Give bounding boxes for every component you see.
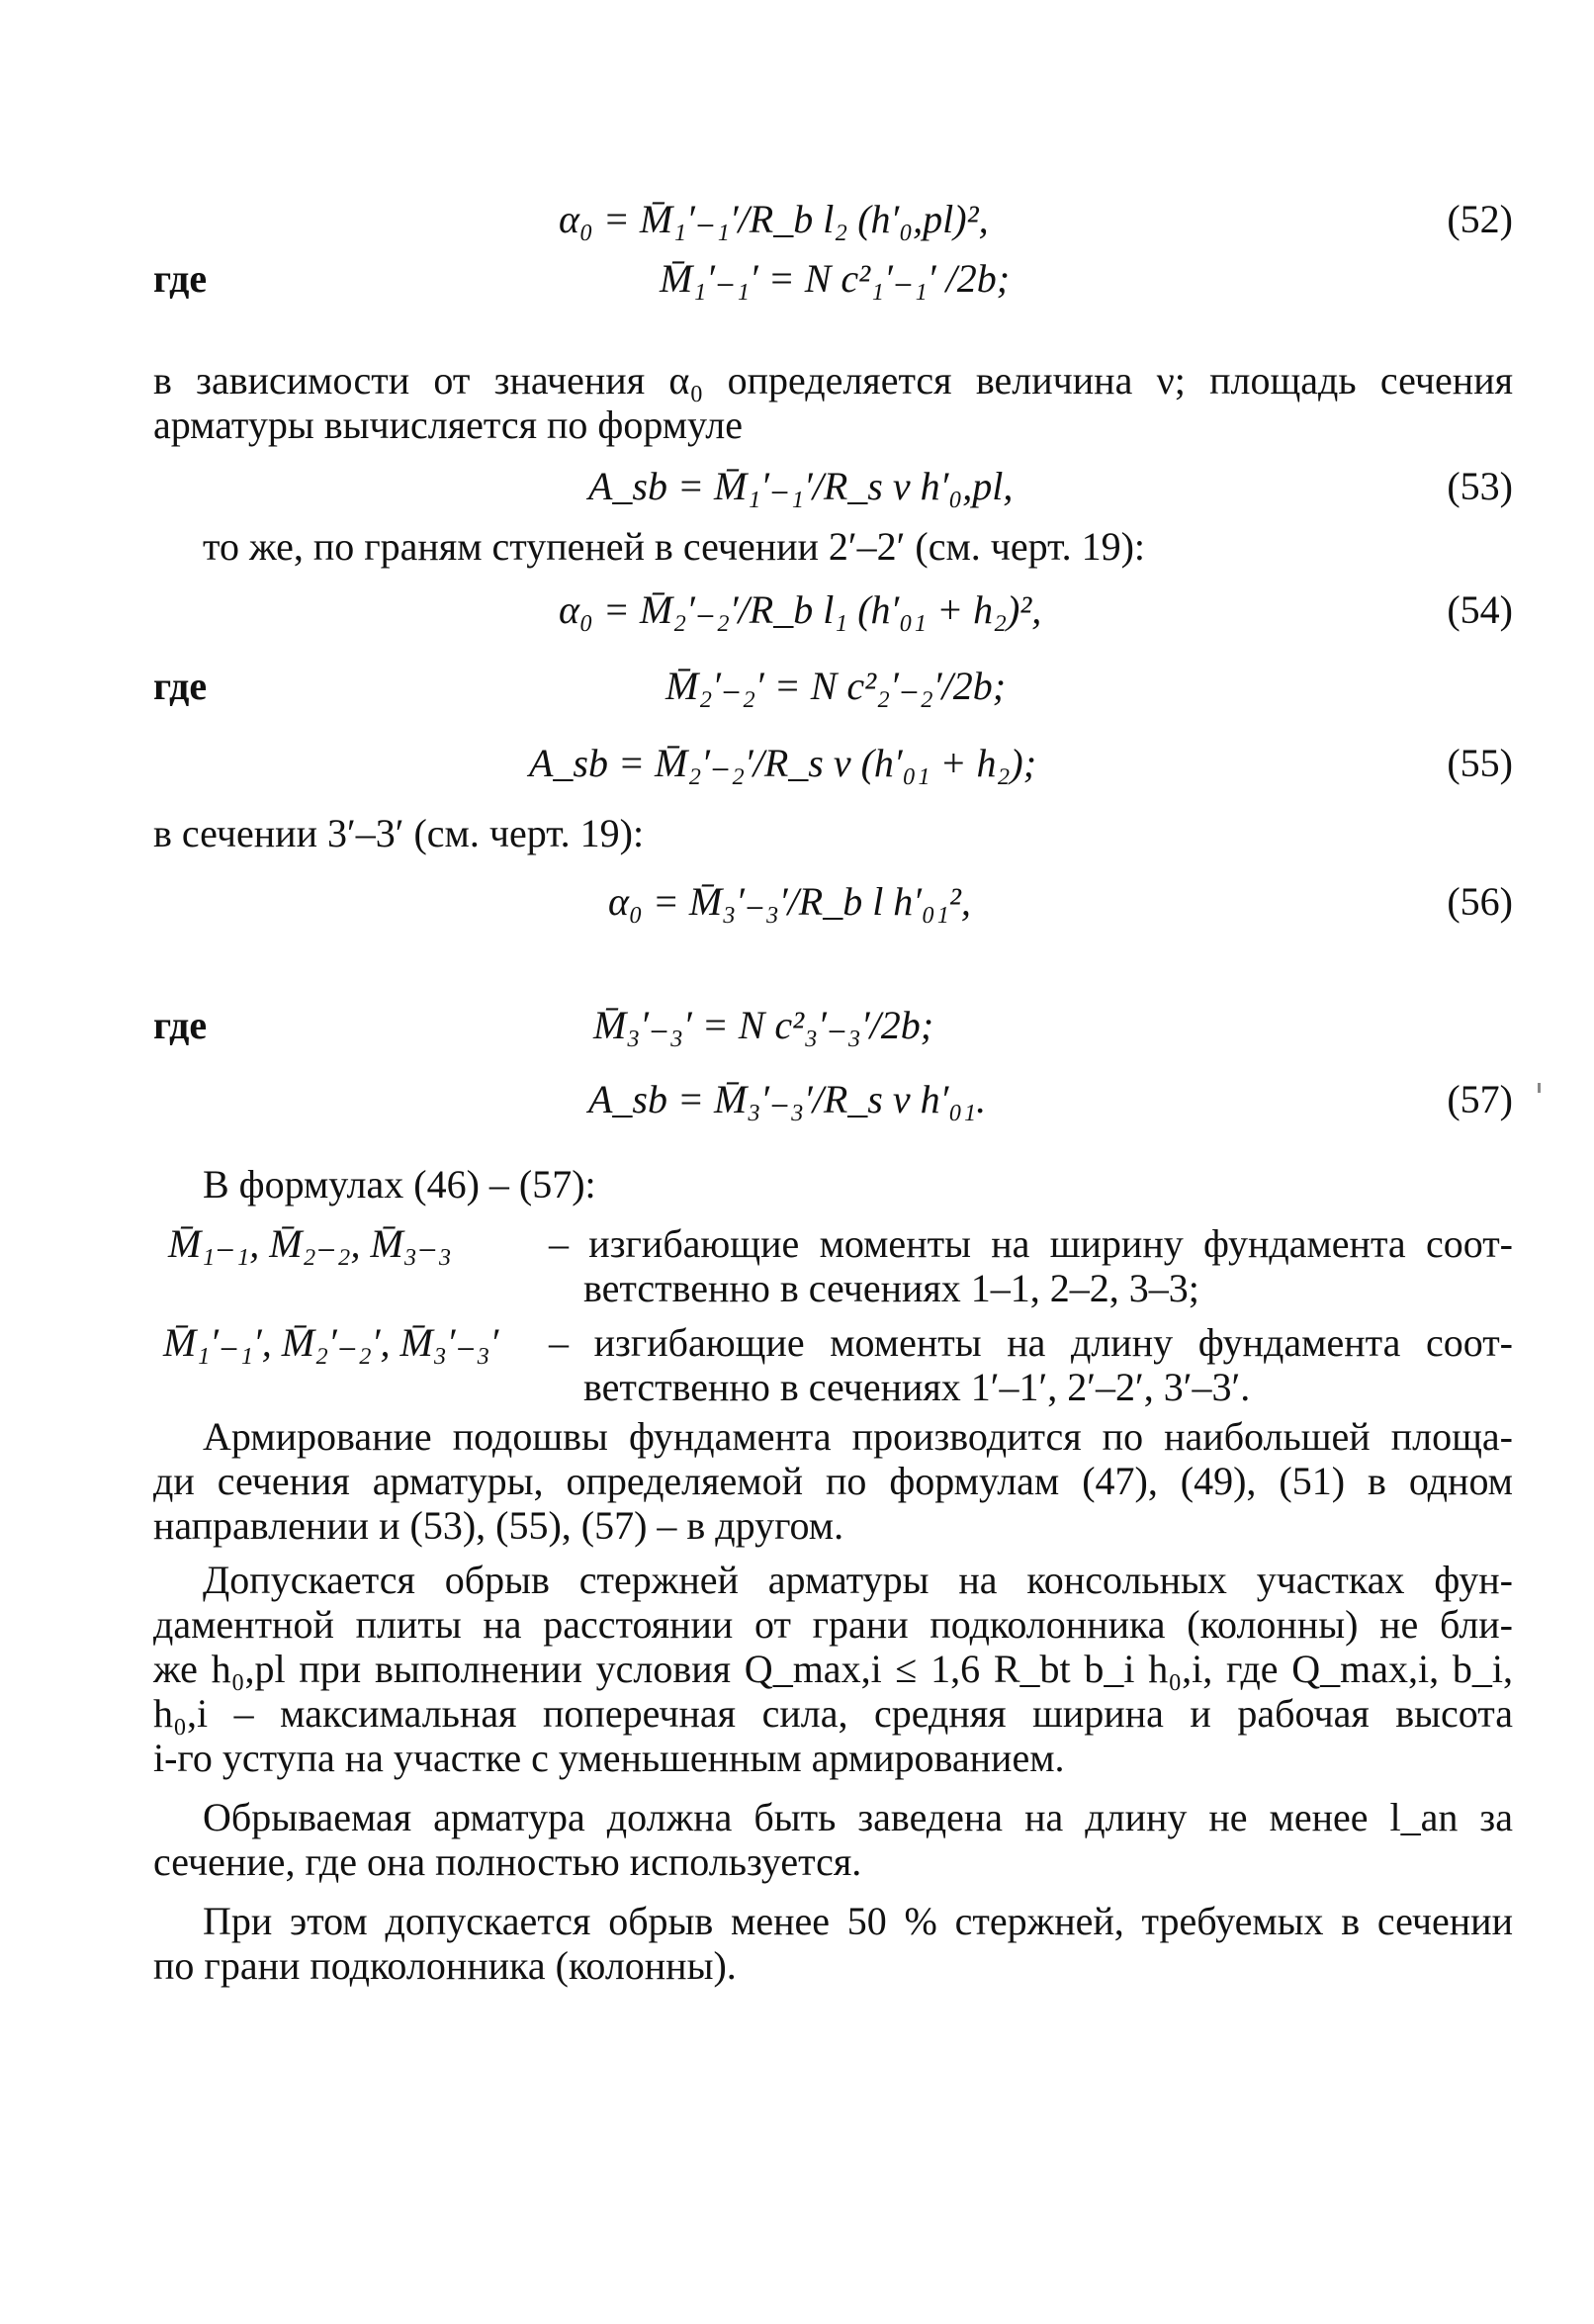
paragraph-5-line-2: ди сечения арматуры, определяемой по формулам (47), (49), (51) в одном [153, 1459, 1513, 1503]
paragraph-8-line-2: по грани подколонника (колонны). [153, 1943, 737, 1988]
definition-2-symbols: M̄₁′₋₁′, M̄₂′₋₂′, M̄₃′₋₃′ [163, 1320, 499, 1365]
where-label: где [153, 256, 208, 301]
paragraph-6-line-1: Допускается обрыв стержней арматуры на консольных участках фун- [203, 1558, 1513, 1602]
equation-55 [153, 737, 1513, 790]
margin-mark [1538, 1083, 1541, 1093]
paragraph-7-line-1: Обрываемая арматура должна быть заведена на длину не менее l_an за [203, 1795, 1513, 1839]
definition-2-line-2: ветственно в сечениях 1′–1′, 2′–2′, 3′–3′. [583, 1365, 1251, 1409]
paragraph-4: В формулах (46) – (57): [203, 1162, 596, 1207]
where-label: где [153, 1003, 208, 1047]
paragraph-8-line-1: При этом допускается обрыв менее 50 % стержней, требуемых в сечении [203, 1899, 1513, 1943]
equation-57 [153, 1073, 1513, 1126]
paragraph-2: то же, по граням ступеней в сечении 2′–2′ (см. черт. 19): [203, 524, 1146, 569]
definition-1-line-1: – изгибающие моменты на ширину фундамента соот- [549, 1221, 1513, 1266]
equation-number-57: (57) [1447, 1077, 1513, 1121]
formula-56: α₀ = M̄₃′₋₃′/R_b l h′₀₁², [608, 879, 971, 924]
paragraph-3: в сечении 3′–3′ (см. черт. 19): [153, 811, 645, 855]
formula-moment-3: M̄₃′₋₃′ = N c²₃′₋₃′/2b; [593, 1003, 934, 1047]
formula-moment-2: M̄₂′₋₂′ = N c²₂′₋₂′/2b; [665, 664, 1007, 708]
equation-54 [153, 583, 1513, 637]
paragraph-6-line-4: h₀,i – максимальная поперечная сила, средняя ширина и рабочая высота [153, 1691, 1513, 1736]
definition-1-line-2: ветственно в сечениях 1–1, 2–2, 3–3; [583, 1266, 1199, 1310]
paragraph-1-line-1: в зависимости от значения α₀ определяется величина ν; площадь сечения [153, 358, 1513, 402]
paragraph-6-line-3: же h₀,pl при выполнении условия Q_max,i ≤ 1,6 R_bt b_i h₀,i, где Q_max,i, b_i, [153, 1647, 1513, 1691]
equation-53 [153, 460, 1513, 513]
where-clause-3 [153, 999, 1513, 1052]
equation-number-53: (53) [1447, 464, 1513, 508]
formula-53: A_sb = M̄₁′₋₁′/R_s ν h′₀,pl, [588, 464, 1014, 508]
formula-55: A_sb = M̄₂′₋₂′/R_s ν (h′₀₁ + h₂); [529, 741, 1037, 785]
definition-1-symbols: M̄₁₋₁, M̄₂₋₂, M̄₃₋₃ [168, 1221, 452, 1266]
paragraph-6-line-5: i-го уступа на участке с уменьшенным армированием. [153, 1736, 1065, 1780]
equation-56 [153, 875, 1513, 929]
equation-52 [153, 193, 1513, 246]
formula-57: A_sb = M̄₃′₋₃′/R_s ν h′₀₁. [588, 1077, 987, 1121]
where-clause-2 [153, 660, 1513, 713]
where-label: где [153, 664, 208, 708]
equation-number-55: (55) [1447, 741, 1513, 785]
equation-number-52: (52) [1447, 197, 1513, 241]
paragraph-5-line-3: направлении и (53), (55), (57) – в другом. [153, 1503, 844, 1548]
paragraph-5-line-1: Армирование подошвы фундамента производится по наибольшей площа- [203, 1414, 1513, 1459]
formula-54: α₀ = M̄₂′₋₂′/R_b l₁ (h′₀₁ + h₂)², [559, 587, 1042, 632]
paragraph-6-line-2: даментной плиты на расстоянии от грани подколонника (колонны) не бли- [153, 1602, 1513, 1647]
paragraph-1-line-2: арматуры вычисляется по формуле [153, 402, 743, 447]
paragraph-7-line-2: сечение, где она полностью используется. [153, 1839, 862, 1884]
formula-moment-1: M̄₁′₋₁′ = N c²₁′₋₁′ /2b; [660, 256, 1011, 301]
definition-2-line-1: – изгибающие моменты на длину фундамента соот- [549, 1320, 1513, 1365]
formula-52: α₀ = M̄₁′₋₁′/R_b l₂ (h′₀,pl)², [559, 197, 989, 241]
where-clause-1 [153, 252, 1513, 306]
equation-number-56: (56) [1447, 879, 1513, 924]
equation-number-54: (54) [1447, 587, 1513, 632]
